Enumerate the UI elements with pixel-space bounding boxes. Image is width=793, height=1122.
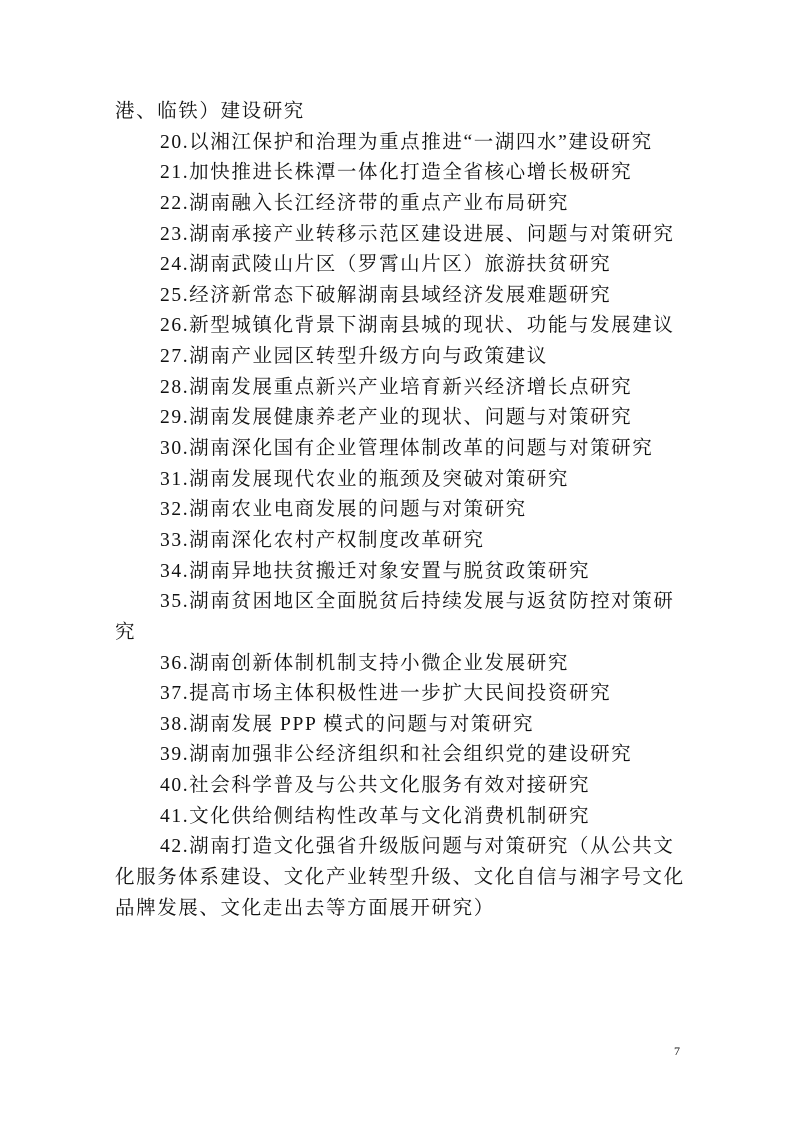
- list-item: [115, 587, 687, 648]
- list-item: [115, 649, 687, 680]
- list-item: [115, 740, 687, 771]
- list-item: [115, 434, 687, 465]
- list-item-line: 26.新型城镇化背景下湖南县城的现状、功能与发展建议: [160, 315, 675, 337]
- page-number: 7: [674, 1044, 680, 1058]
- list-item: [115, 373, 687, 404]
- list-item-line: 36.湖南创新体制机制支持小微企业发展研究: [160, 652, 569, 674]
- list-item: [115, 281, 687, 312]
- list-item-line: 29.湖南发展健康养老产业的现状、问题与对策研究: [160, 407, 633, 429]
- list-item: [115, 465, 687, 496]
- list-item-line: 30.湖南深化国有企业管理体制改革的问题与对策研究: [160, 438, 654, 460]
- list-item-line-wrap: 品牌发展、文化走出去等方面展开研究）: [115, 897, 495, 919]
- list-item: [115, 342, 687, 373]
- list-item: [115, 679, 687, 710]
- list-item: [115, 710, 687, 741]
- list-item: [115, 832, 687, 924]
- list-item: [115, 526, 687, 557]
- list-item-line: 41.文化供给侧结构性改革与文化消费机制研究: [160, 805, 591, 827]
- list-item-line-wrap: 化服务体系建设、文化产业转型升级、文化自信与湘字号文化: [115, 867, 685, 889]
- list-item-line: 20.以湘江保护和治理为重点推进“一湖四水”建设研究: [160, 131, 653, 153]
- list-item-line: 31.湖南发展现代农业的瓶颈及突破对策研究: [160, 468, 569, 490]
- list-item: [115, 495, 687, 526]
- list-item: [115, 158, 687, 189]
- list-item: [115, 771, 687, 802]
- list-item-line: 21.加快推进长株潭一体化打造全省核心增长极研究: [160, 162, 633, 184]
- list-item-line: 32.湖南农业电商发展的问题与对策研究: [160, 499, 527, 521]
- document-body: [115, 97, 687, 924]
- list-item-line: 23.湖南承接产业转移示范区建设进展、问题与对策研究: [160, 223, 675, 245]
- list-item: [115, 311, 687, 342]
- list-item-line: 25.经济新常态下破解湖南县域经济发展难题研究: [160, 284, 612, 306]
- list-item: [115, 128, 687, 159]
- list-item-line: 24.湖南武陵山片区（罗霄山片区）旅游扶贫研究: [160, 254, 612, 276]
- list-item-line: 28.湖南发展重点新兴产业培育新兴经济增长点研究: [160, 376, 633, 398]
- list-item: [115, 220, 687, 251]
- list-item-line: 34.湖南异地扶贫搬迁对象安置与脱贫政策研究: [160, 560, 591, 582]
- list-item: [115, 802, 687, 833]
- list-item-line: 33.湖南深化农村产权制度改革研究: [160, 529, 485, 551]
- list-item-line: 40.社会科学普及与公共文化服务有效对接研究: [160, 775, 591, 797]
- list-item-line: 39.湖南加强非公经济组织和社会组织党的建设研究: [160, 744, 633, 766]
- list-item: [115, 403, 687, 434]
- list-item-line: 38.湖南发展 PPP 模式的问题与对策研究: [160, 713, 535, 735]
- list-item-line: 22.湖南融入长江经济带的重点产业布局研究: [160, 192, 569, 214]
- list-item-line: 27.湖南产业园区转型升级方向与政策建议: [160, 346, 548, 368]
- list-item-line: 35.湖南贫困地区全面脱贫后持续发展与返贫防控对策研: [160, 591, 675, 613]
- list-item: [115, 189, 687, 220]
- list-item-line: 42.湖南打造文化强省升级版问题与对策研究（从公共文: [160, 836, 675, 858]
- list-item: [115, 557, 687, 588]
- list-item-line-wrap: 究: [115, 621, 137, 643]
- continued-text: 港、临铁）建设研究: [115, 101, 305, 122]
- list-item-line: 37.提高市场主体积极性进一步扩大民间投资研究: [160, 683, 612, 705]
- list-item: [115, 250, 687, 281]
